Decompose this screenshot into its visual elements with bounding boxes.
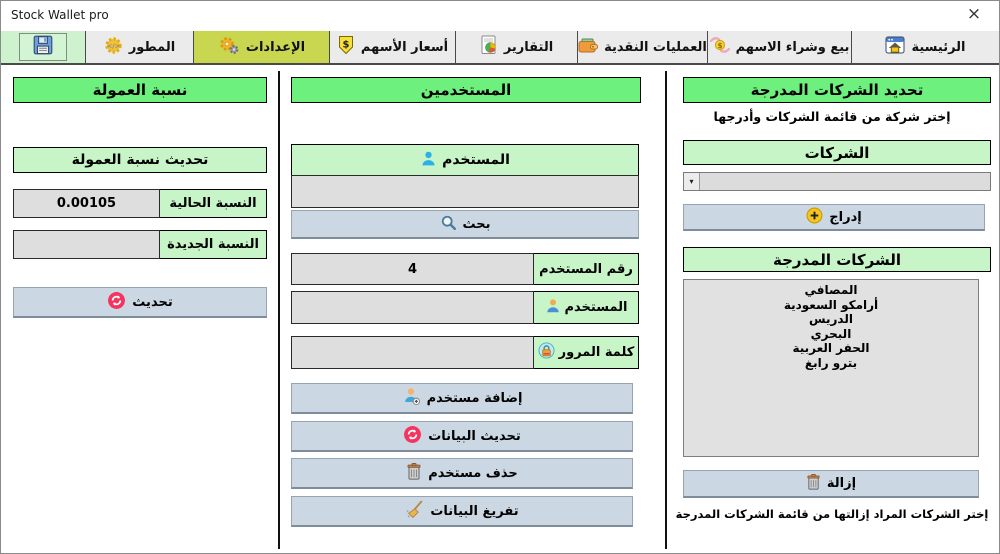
tab-buy-sell-label: بيع وشراء الاسهم xyxy=(735,39,850,55)
list-item[interactable]: البحري xyxy=(810,326,852,341)
clear-data-button[interactable] xyxy=(291,496,633,527)
commission-panel-title: نسبة العمولة xyxy=(13,77,267,103)
new-rate-label: النسبة الجديدة xyxy=(159,230,267,259)
update-button-label: تحديث xyxy=(132,294,173,310)
update-data-button-label: تحديث البيانات xyxy=(428,428,521,444)
person-orange-icon xyxy=(545,298,561,318)
user-number-label: رقم المستخدم xyxy=(533,253,639,285)
tab-reports-label: التقارير xyxy=(503,39,554,55)
password-field xyxy=(291,336,534,369)
list-item[interactable]: المصافي xyxy=(804,283,858,297)
user-search-field xyxy=(291,175,639,208)
title-bar xyxy=(1,1,999,31)
delete-user-button-label: حذف مستخدم xyxy=(428,465,518,481)
new-rate-row xyxy=(13,230,267,259)
window-title: Stock Wallet pro xyxy=(11,8,109,22)
password-label: كلمة المرور xyxy=(558,345,635,360)
user-number-row xyxy=(291,253,639,285)
current-rate-field xyxy=(13,189,160,218)
trash-icon xyxy=(806,473,821,495)
clear-data-button-label: تفريغ البيانات xyxy=(430,503,519,519)
username-field xyxy=(291,291,534,324)
tab-settings-label: الإعدادات xyxy=(245,39,306,55)
remove-instruction: إختر الشركات المراد إزالتها من قائمة الشركات المدرجة xyxy=(675,507,989,521)
tab-buy-sell-stocks[interactable] xyxy=(707,31,851,63)
companies-header: الشركات xyxy=(683,140,991,165)
home-icon xyxy=(885,36,905,58)
user-search-input[interactable] xyxy=(292,176,638,207)
gears-icon xyxy=(218,36,240,59)
list-item[interactable]: الحفر العربية xyxy=(792,341,870,355)
companies-dropdown[interactable] xyxy=(683,172,991,191)
tab-cash-operations-label: العمليات النقدية xyxy=(604,39,707,55)
dropdown-arrow-icon[interactable]: ▾ xyxy=(684,173,700,190)
person-blue-icon xyxy=(420,150,437,171)
insert-button-label: إدراج xyxy=(829,209,862,225)
username-row xyxy=(291,291,639,324)
insert-button[interactable] xyxy=(683,204,985,231)
new-rate-field xyxy=(13,230,160,259)
remove-button[interactable] xyxy=(683,470,979,498)
refresh-icon xyxy=(107,291,126,314)
plus-circle-icon xyxy=(806,207,823,228)
add-user-button[interactable] xyxy=(291,383,633,414)
tab-stock-prices-label: أسعار الأسهم xyxy=(360,39,449,55)
hands-coin-icon xyxy=(710,36,730,58)
tab-developer[interactable] xyxy=(85,31,193,63)
user-number-field xyxy=(291,253,534,285)
tab-developer-label: المطور xyxy=(128,39,176,55)
username-label-cell xyxy=(533,291,639,324)
password-row xyxy=(291,336,639,369)
svg-text:$: $ xyxy=(342,39,350,51)
dollar-shield-icon xyxy=(337,35,355,59)
trash-icon xyxy=(406,462,422,485)
floppy-disk-icon xyxy=(32,34,54,60)
remove-button-label: إزالة xyxy=(826,476,857,491)
report-icon xyxy=(480,35,498,59)
listed-companies-header: الشركات المدرجة xyxy=(683,247,991,272)
lock-icon xyxy=(538,342,555,363)
save-area xyxy=(1,31,85,63)
users-panel-title: المستخدمين xyxy=(291,77,641,103)
update-button[interactable] xyxy=(13,287,267,318)
update-data-button[interactable] xyxy=(291,421,633,452)
user-number-value[interactable] xyxy=(292,254,533,284)
list-item[interactable]: الدريس xyxy=(809,312,853,326)
tab-home-label: الرئيسية xyxy=(911,39,966,55)
toolbar xyxy=(1,31,999,65)
update-commission-header: تحديث نسبة العمولة xyxy=(13,147,267,173)
user-search-label: المستخدم xyxy=(442,152,510,168)
panel-divider xyxy=(278,71,280,549)
close-button[interactable]: × xyxy=(966,4,982,24)
tab-settings[interactable] xyxy=(193,31,329,63)
tab-reports[interactable] xyxy=(455,31,577,63)
user-search-label-bar xyxy=(291,144,639,176)
password-input[interactable] xyxy=(292,337,533,368)
save-button[interactable] xyxy=(19,33,67,61)
choose-company-instruction: إختر شركة من قائمة الشركات وأدرجها xyxy=(713,109,951,124)
refresh-icon xyxy=(403,425,422,448)
tab-stock-prices[interactable] xyxy=(329,31,455,63)
svg-text:$: $ xyxy=(717,42,722,50)
panel-divider xyxy=(665,71,667,549)
password-label-cell xyxy=(533,336,639,369)
broom-icon xyxy=(405,500,424,523)
tab-home[interactable] xyxy=(851,31,999,63)
current-rate-label: النسبة الحالية xyxy=(159,189,267,218)
current-rate-value[interactable] xyxy=(14,190,159,217)
username-input[interactable] xyxy=(292,292,533,323)
companies-panel-title: تحديد الشركات المدرجة xyxy=(683,77,991,103)
magnifier-icon xyxy=(440,214,457,235)
new-rate-input[interactable] xyxy=(14,231,159,258)
username-label: المستخدم xyxy=(564,300,628,315)
add-user-button-label: إضافة مستخدم xyxy=(426,390,523,406)
wallet-icon xyxy=(578,37,598,58)
listed-companies-listbox[interactable] xyxy=(683,279,979,457)
code-badge-icon xyxy=(104,36,123,59)
person-add-icon xyxy=(402,387,421,410)
delete-user-button[interactable] xyxy=(291,458,633,489)
svg-text:</>: </> xyxy=(106,41,120,50)
search-button-label: بحث xyxy=(462,216,491,232)
list-item[interactable]: بترو رابغ xyxy=(804,355,858,370)
tab-cash-operations[interactable] xyxy=(577,31,707,63)
current-rate-row xyxy=(13,189,267,218)
search-button[interactable] xyxy=(291,210,639,239)
list-item[interactable]: أرامكو السعودية xyxy=(783,297,879,312)
